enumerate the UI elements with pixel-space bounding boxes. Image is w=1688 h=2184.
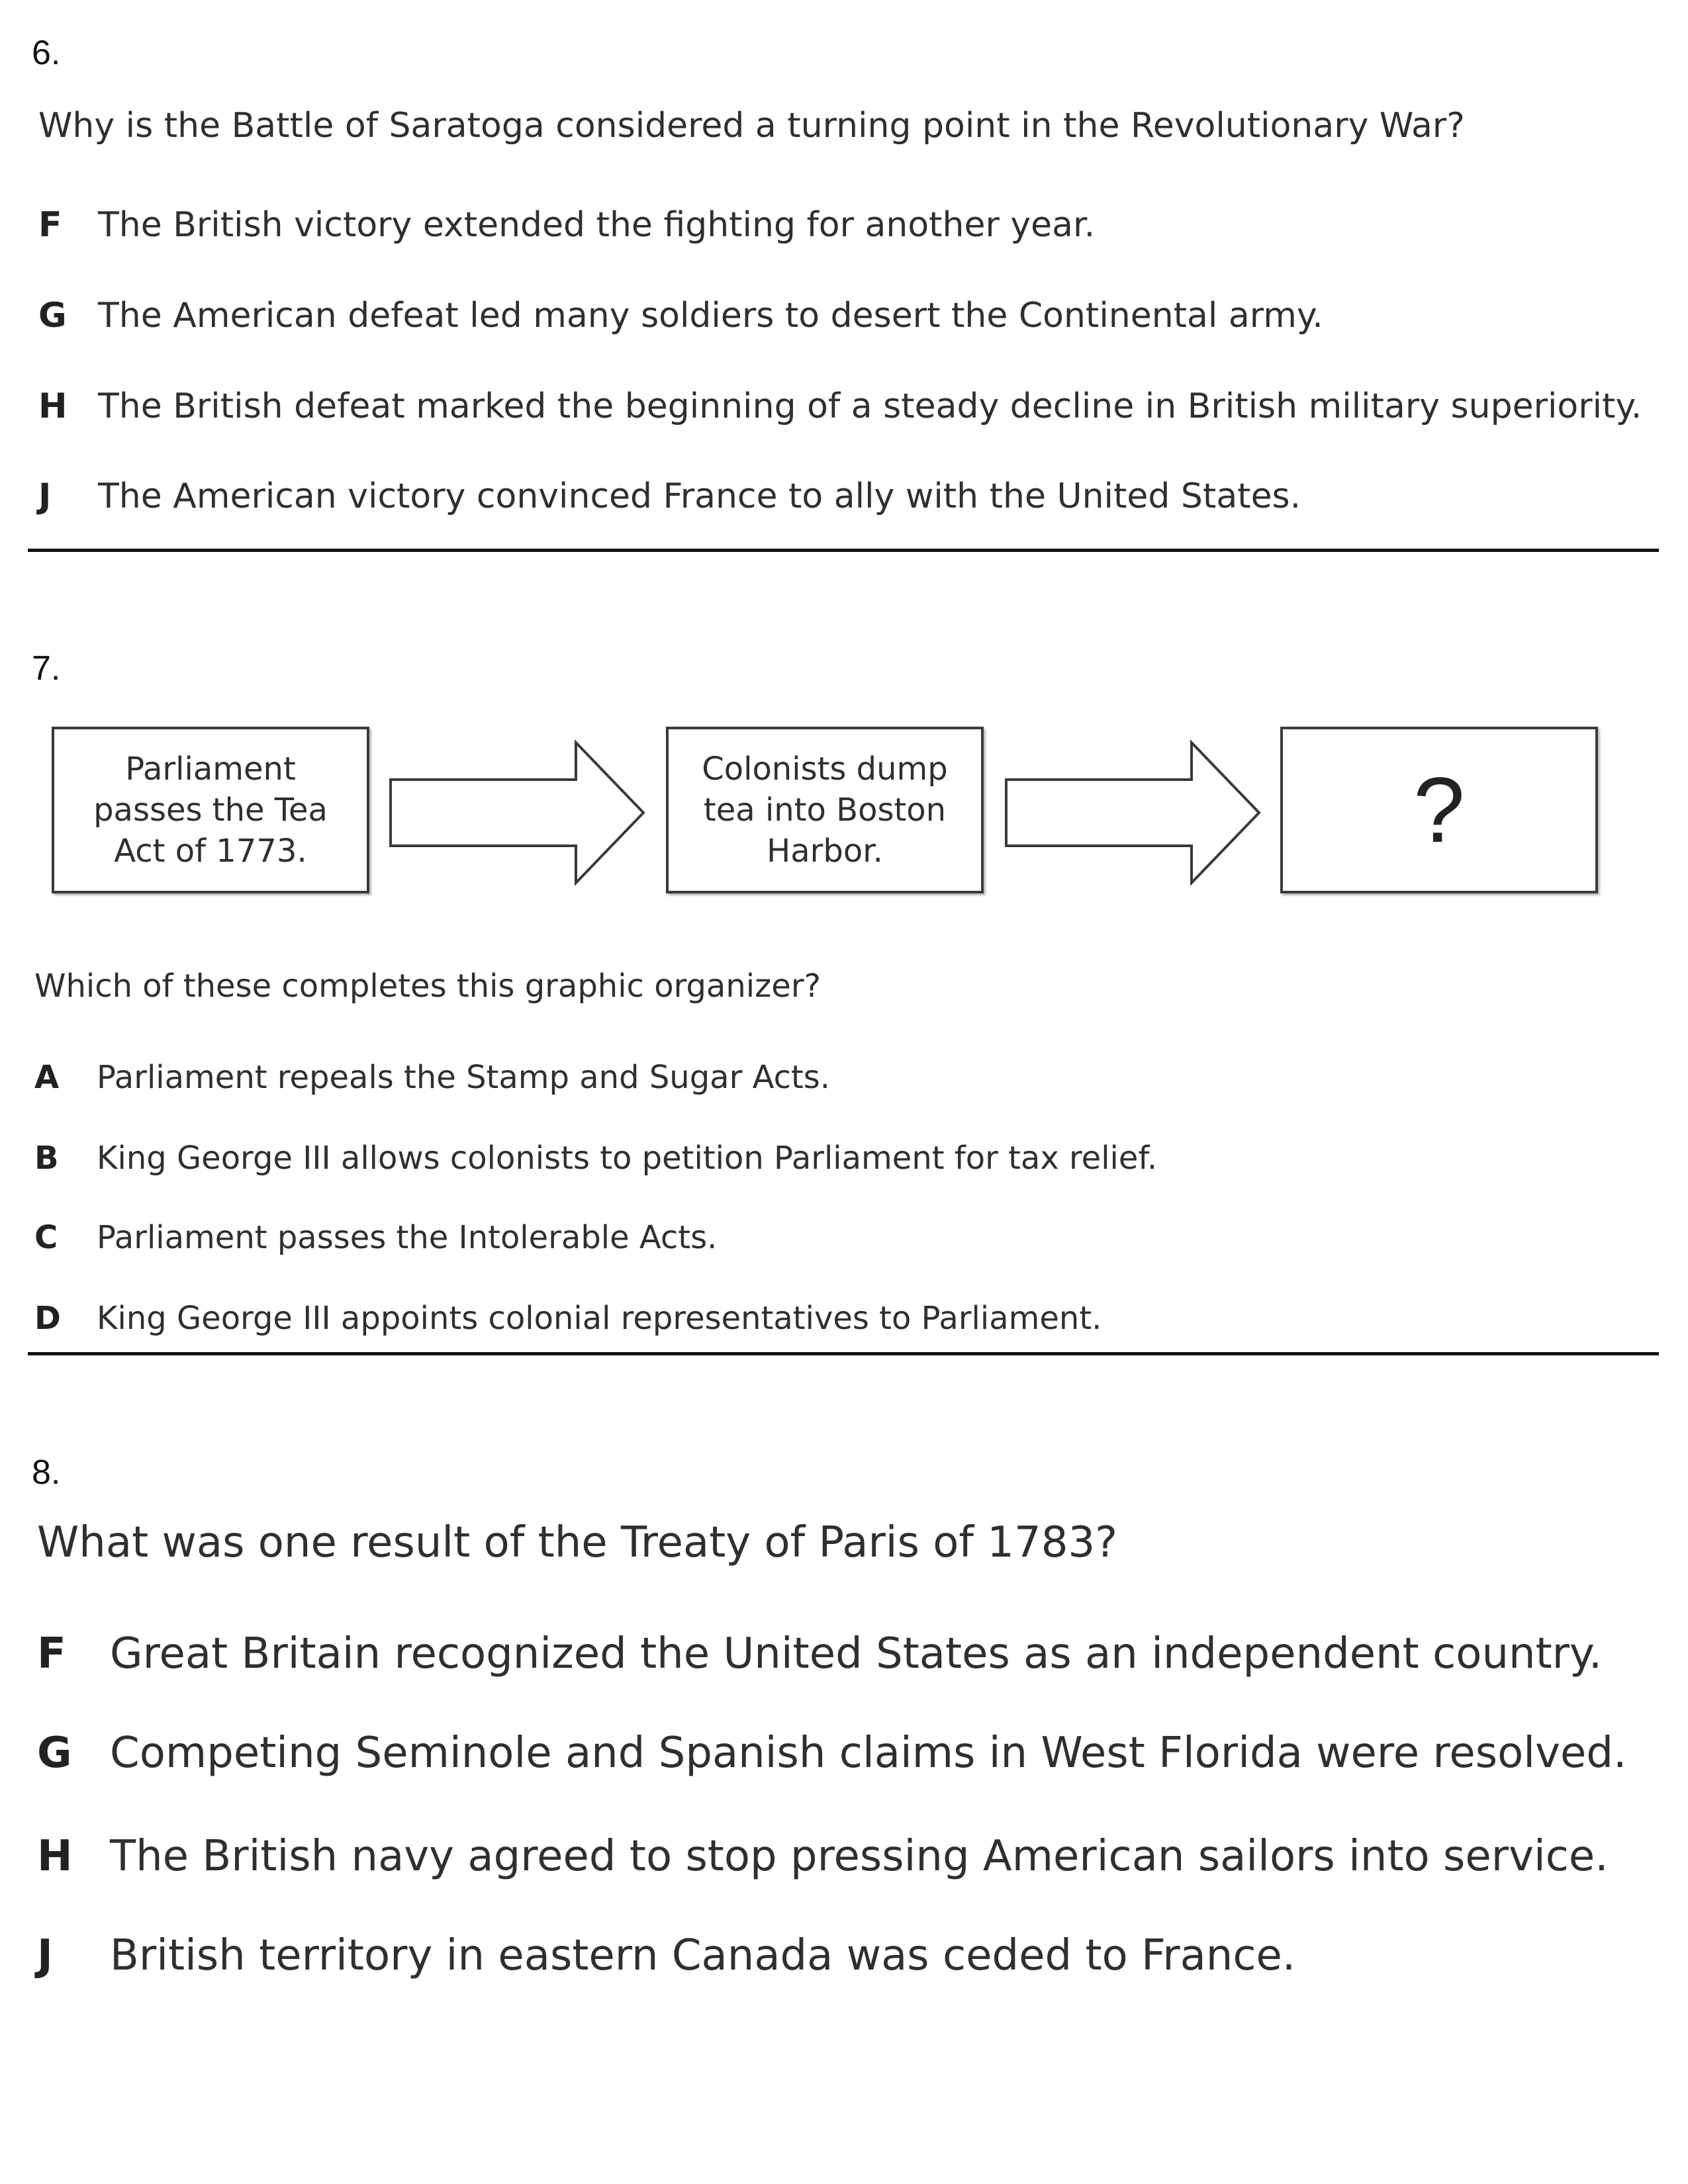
organizer-box-1 bbox=[52, 727, 369, 893]
option-text: King George III appoints colonial representatives to Parliament. bbox=[97, 1300, 1102, 1337]
option-letter: C bbox=[34, 1219, 58, 1256]
question-stem: Which of these completes this graphic organizer? bbox=[34, 968, 821, 1005]
organizer-box-text: Colonists dump tea into Boston Harbor. bbox=[702, 751, 948, 870]
option-text: Parliament repeals the Stamp and Sugar Acts. bbox=[97, 1059, 831, 1096]
option-letter: H bbox=[37, 1832, 73, 1881]
option-text: The American victory convinced France to ally with the United States. bbox=[98, 477, 1301, 516]
option-text: The American defeat led many soldiers to desert the Continental army. bbox=[98, 296, 1323, 336]
option-letter: G bbox=[38, 296, 67, 336]
option-letter: F bbox=[37, 1629, 66, 1678]
option-text: British territory in eastern Canada was ceded to France. bbox=[110, 1931, 1296, 1980]
divider bbox=[28, 549, 1659, 552]
option-letter: B bbox=[34, 1140, 59, 1177]
option-text: King George III allows colonists to petition Parliament for tax relief. bbox=[97, 1140, 1158, 1177]
option-letter: H bbox=[38, 387, 68, 426]
divider bbox=[28, 1352, 1659, 1355]
option-text: Competing Seminole and Spanish claims in West Florida were resolved. bbox=[110, 1729, 1627, 1778]
organizer-box-3 bbox=[1280, 727, 1598, 893]
option-text: The British navy agreed to stop pressing American sailors into service. bbox=[110, 1832, 1609, 1881]
organizer-box-2 bbox=[666, 727, 984, 893]
option-text: The British victory extended the fighting for another year. bbox=[98, 205, 1096, 245]
option-text: Great Britain recognized the United States as an independent country. bbox=[110, 1629, 1603, 1678]
option-letter: F bbox=[38, 205, 62, 245]
option-text: The British defeat marked the beginning of a steady decline in British military superiority. bbox=[98, 387, 1642, 426]
question-number: 7. bbox=[32, 649, 61, 688]
option-letter: A bbox=[34, 1059, 60, 1096]
option-letter: J bbox=[38, 477, 52, 516]
question-number: 8. bbox=[32, 1453, 61, 1492]
question-mark: ? bbox=[1413, 758, 1465, 862]
organizer-box-text: Parliament passes the Tea Act of 1773. bbox=[93, 751, 328, 870]
right-arrow-icon bbox=[1004, 740, 1262, 886]
question-stem: What was one result of the Treaty of Paris of 1783? bbox=[37, 1518, 1118, 1567]
right-arrow-icon bbox=[388, 740, 646, 886]
question-stem: Why is the Battle of Saratoga considered a turning point in the Revolutionary War? bbox=[38, 106, 1465, 146]
question-number: 6. bbox=[32, 34, 61, 72]
option-letter: D bbox=[34, 1300, 61, 1337]
option-text: Parliament passes the Intolerable Acts. bbox=[97, 1219, 718, 1256]
option-letter: J bbox=[37, 1931, 53, 1980]
option-letter: G bbox=[37, 1729, 72, 1778]
